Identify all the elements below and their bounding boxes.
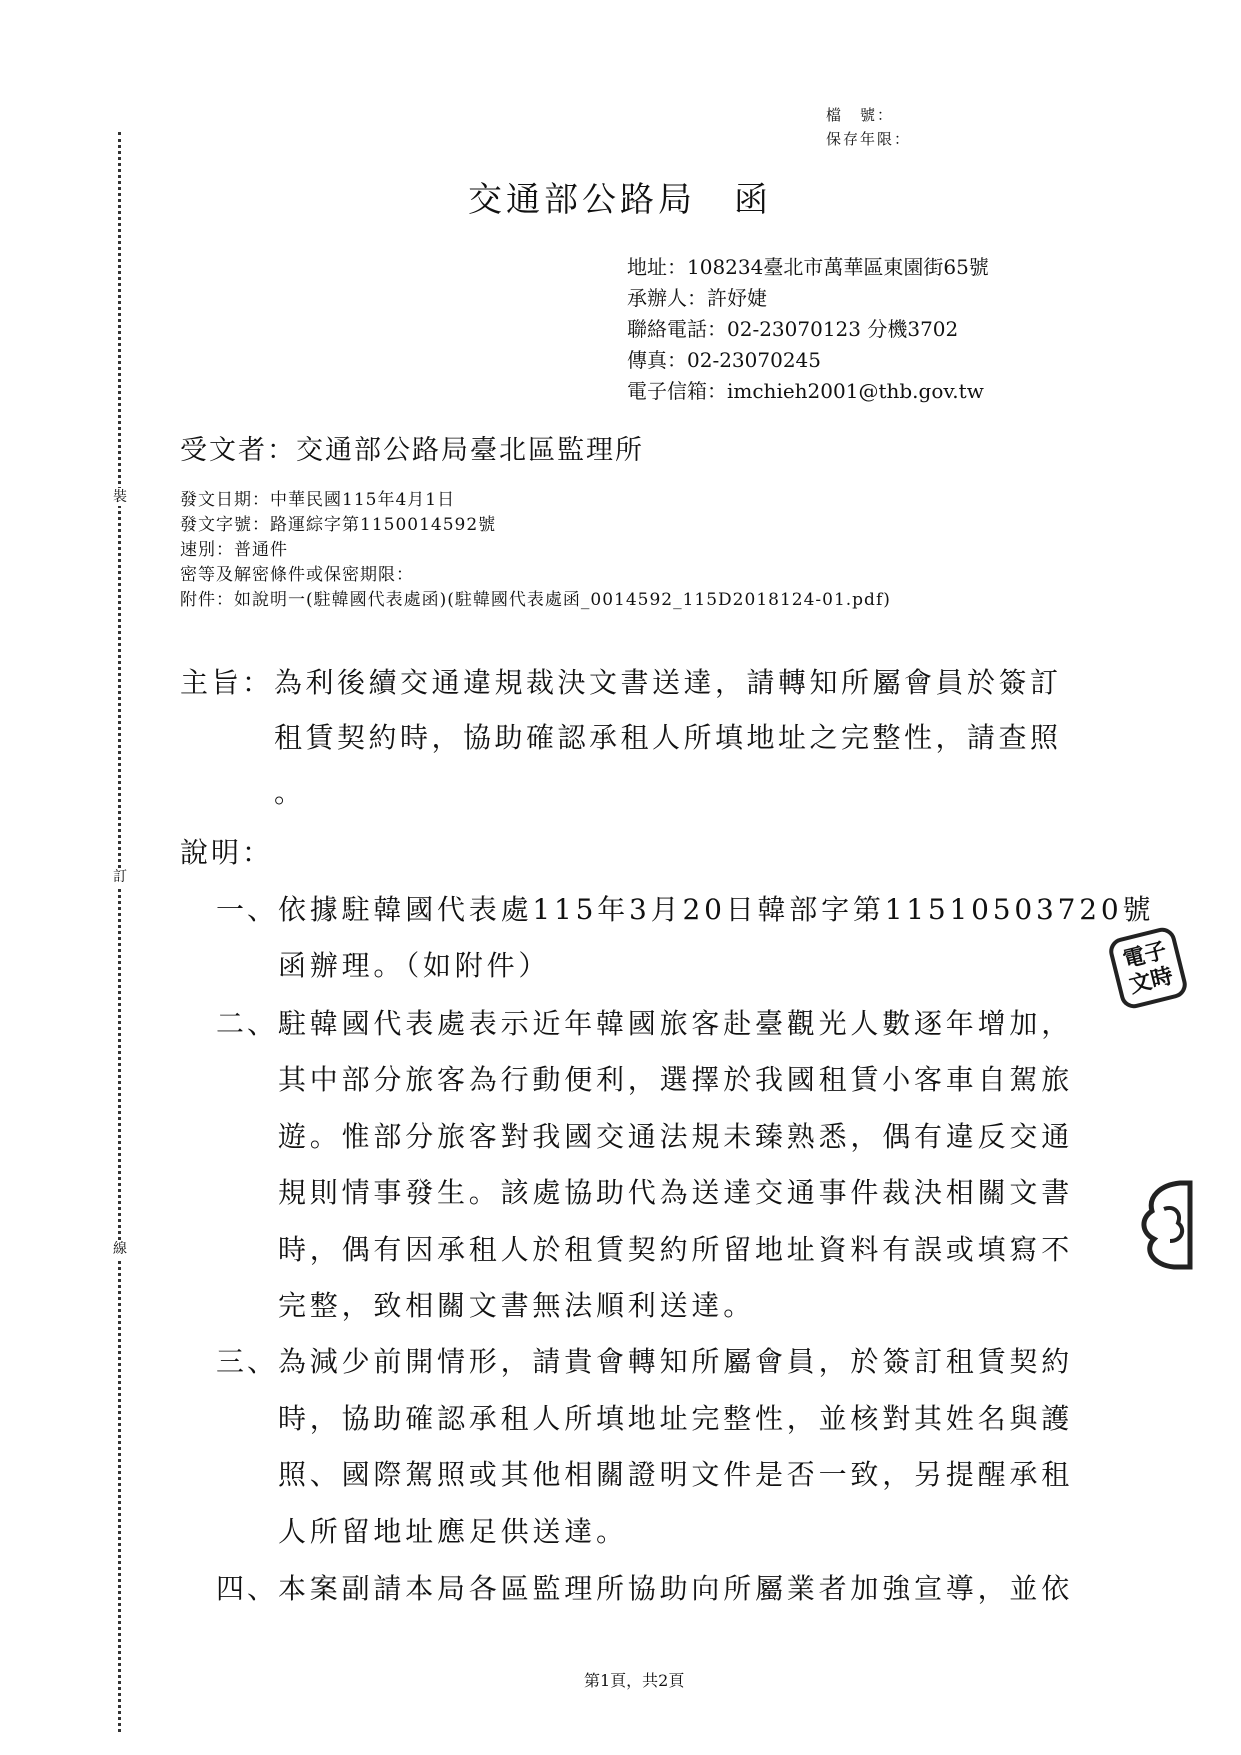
contact-address: 地址：108234臺北市萬華區東園街65號 xyxy=(627,255,989,279)
meta-speed: 速別：普通件 xyxy=(180,540,288,560)
file-number-label: 檔 號： xyxy=(826,106,895,124)
recipient: 受文者：交通部公路局臺北區監理所 xyxy=(180,435,644,466)
contact-handler: 承辦人：許妤婕 xyxy=(627,286,767,310)
item-line: 規則情事發生。該處協助代為送達交通事件裁決相關文書 xyxy=(278,1176,1074,1209)
retention-label: 保存年限： xyxy=(826,130,912,148)
binding-mark-xian: 線 xyxy=(113,1241,127,1257)
meta-date: 發文日期：中華民國115年4月1日 xyxy=(180,490,456,510)
item-marker: 三、 xyxy=(216,1345,279,1378)
binding-line xyxy=(118,132,121,1732)
subject-label: 主旨： xyxy=(180,666,274,699)
item-line: 遊。惟部分旅客對我國交通法規未臻熟悉，偶有違反交通 xyxy=(278,1120,1074,1153)
contact-block xyxy=(627,252,989,407)
subject-line: 為利後續交通違規裁決文書送達，請轉知所屬會員於簽訂 xyxy=(274,666,1062,699)
meta-block xyxy=(180,488,891,613)
item-line: 本案副請本局各區監理所協助向所屬業者加強宣導，並依 xyxy=(278,1572,1074,1605)
stamp-line: 電子 xyxy=(1120,937,1170,974)
contact-phone: 聯絡電話：02-23070123 分機3702 xyxy=(627,317,959,341)
item-line: 函辦理。（如附件） xyxy=(278,949,551,982)
document-title: 交通部公路局 函 xyxy=(468,180,772,220)
meta-attachment: 附件：如說明一(駐韓國代表處函)(駐韓國代表處函_0014592_115D2018124-01.pdf) xyxy=(180,590,891,610)
explanation-label: 說明： xyxy=(180,836,274,869)
electronic-document-stamp xyxy=(1106,925,1189,1011)
item-line: 人所留地址應足供送達。 xyxy=(278,1515,628,1548)
page-footer: 第1頁，共2頁 xyxy=(584,1671,685,1690)
subject-line: 租賃契約時，協助確認承租人所填地址之完整性，請查照 xyxy=(274,721,1062,754)
contact-fax: 傳真：02-23070245 xyxy=(627,348,822,372)
meta-secrecy: 密等及解密條件或保密期限： xyxy=(180,565,414,585)
binding-mark-zhuang: 裝 xyxy=(113,489,127,505)
subject-line: 。 xyxy=(274,776,306,809)
item-line: 駐韓國代表處表示近年韓國旅客赴臺觀光人數逐年增加， xyxy=(278,1007,1074,1040)
binding-mark-ding: 訂 xyxy=(113,869,127,885)
item-marker: 一、 xyxy=(216,893,279,926)
item-line: 照、國際駕照或其他相關證明文件是否一致，另提醒承租 xyxy=(278,1458,1074,1491)
item-marker: 二、 xyxy=(216,1007,279,1040)
contact-email: 電子信箱：imchieh2001@thb.gov.tw xyxy=(627,379,984,403)
item-line: 為減少前開情形，請貴會轉知所屬會員，於簽訂租賃契約 xyxy=(278,1345,1074,1378)
item-line: 時，協助確認承租人所填地址完整性，並核對其姓名與護 xyxy=(278,1402,1074,1435)
item-line: 完整，致相關文書無法順利送達。 xyxy=(278,1289,756,1322)
item-line: 依據駐韓國代表處115年3月20日韓部字第11510503720號 xyxy=(278,893,1155,926)
seal-mark-icon xyxy=(1130,1175,1194,1275)
meta-doc-number: 發文字號：路運綜字第1150014592號 xyxy=(180,515,497,535)
stamp-line: 文時 xyxy=(1126,962,1176,999)
item-line: 其中部分旅客為行動便利，選擇於我國租賃小客車自駕旅 xyxy=(278,1063,1074,1096)
item-line: 時，偶有因承租人於租賃契約所留地址資料有誤或填寫不 xyxy=(278,1233,1074,1266)
item-marker: 四、 xyxy=(216,1572,279,1605)
